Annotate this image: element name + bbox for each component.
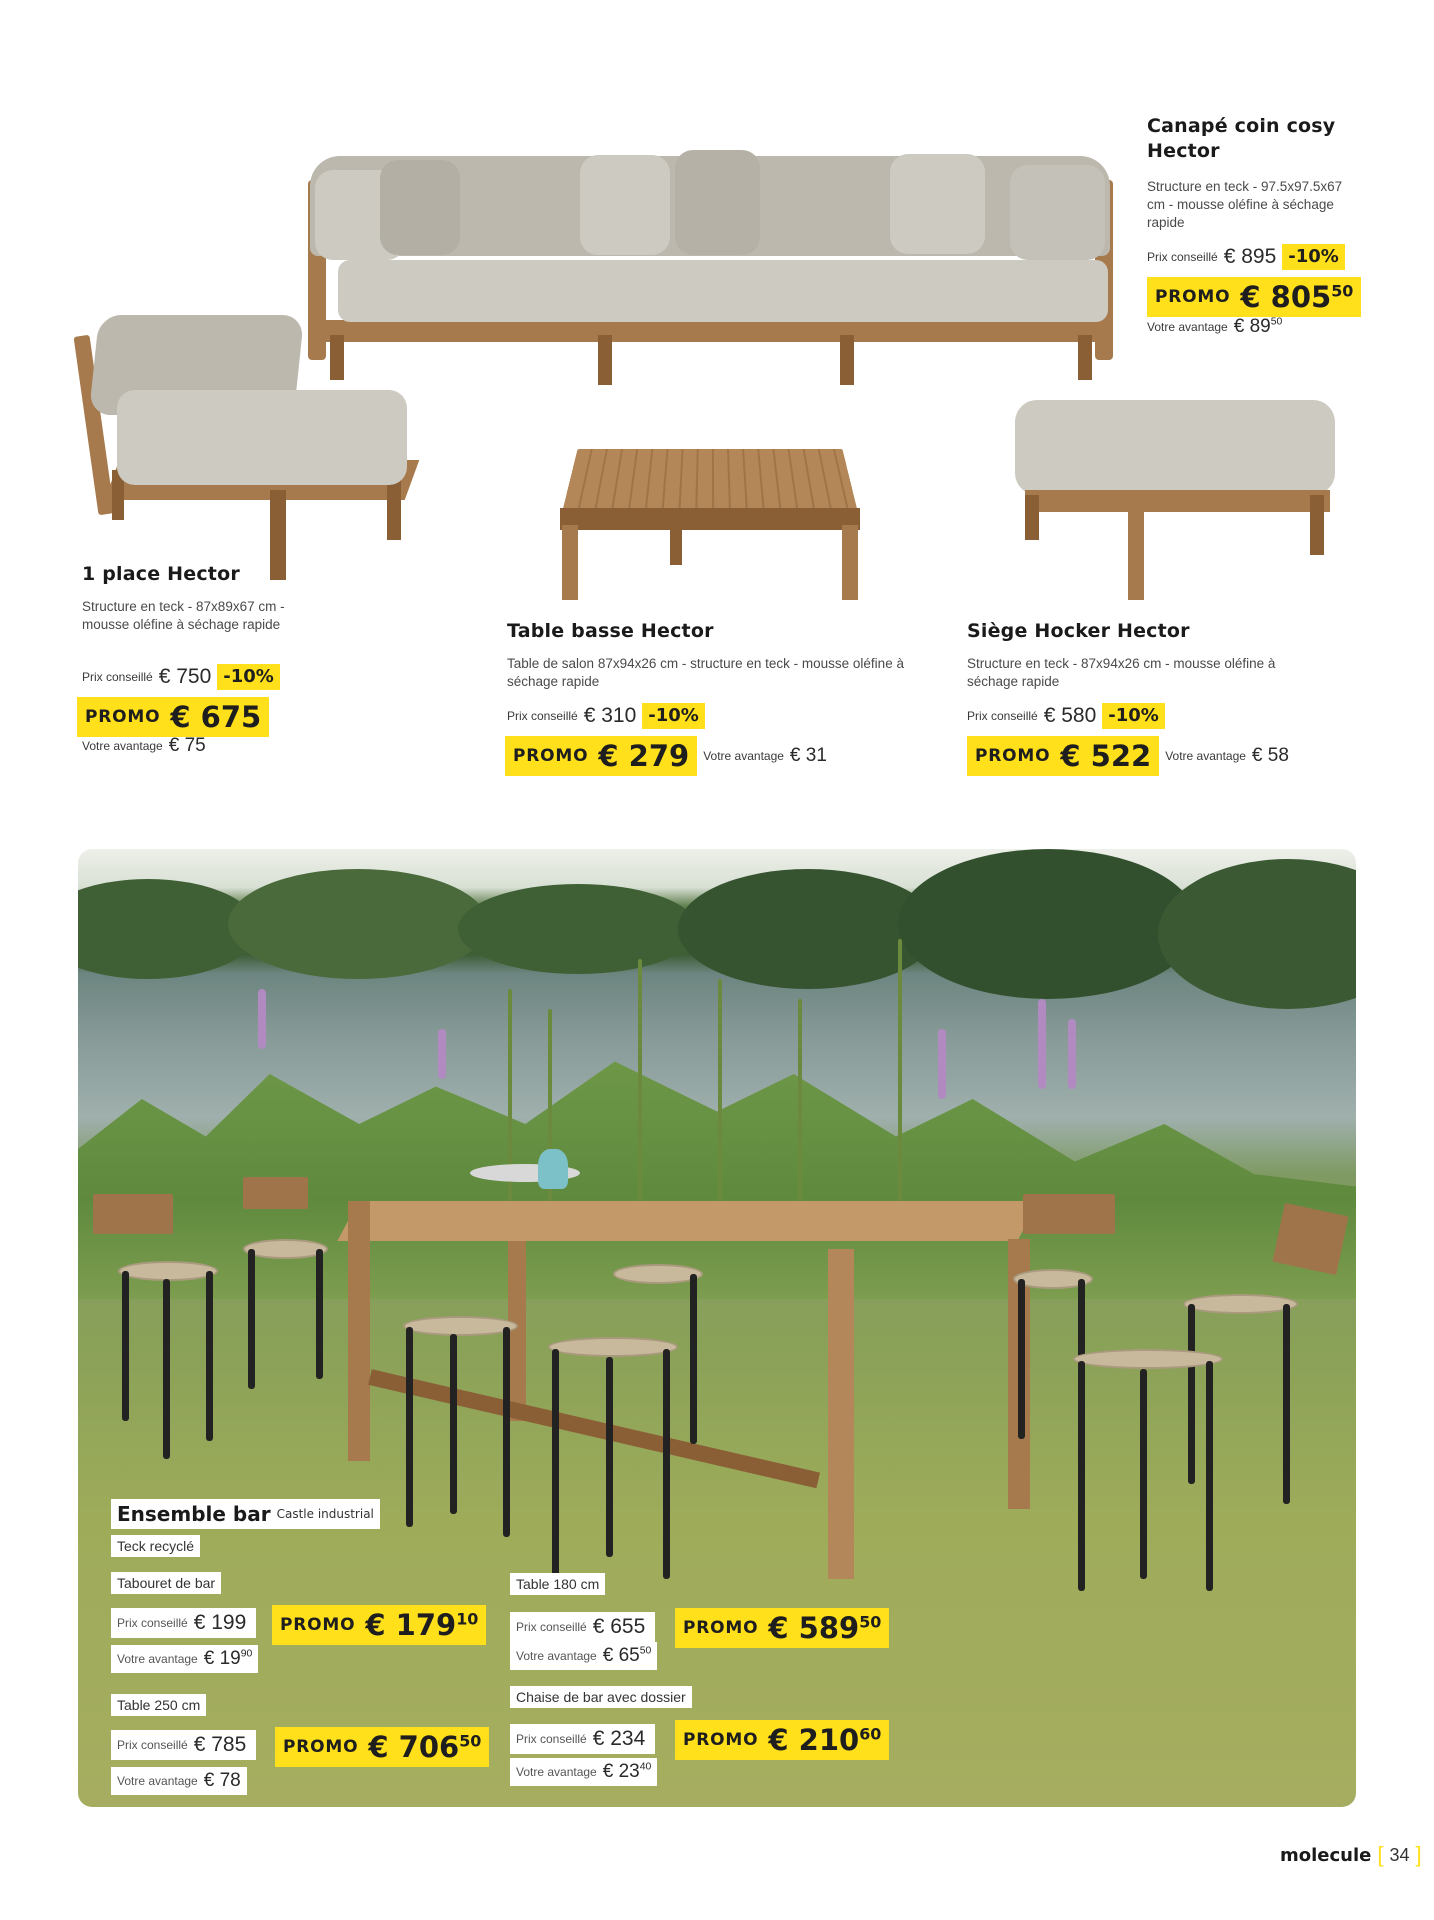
tabouret-prix: € 199 [193, 1611, 247, 1634]
coffee-table-image [560, 440, 860, 605]
canape-price-row [1147, 244, 1345, 270]
une-place-prix-label: Prix conseillé [82, 669, 153, 684]
table180-prix-label: Prix conseillé [516, 1620, 587, 1634]
hocker-promo [967, 736, 1159, 776]
canape-promo [1147, 277, 1361, 317]
canape-discount-badge: -10% [1282, 244, 1345, 270]
bar-title: Ensemble bar [117, 1502, 271, 1526]
hocker-prix-label: Prix conseillé [967, 708, 1038, 723]
canape-avantage-label: Votre avantage [1147, 320, 1228, 334]
tabouret-label: Tabouret de bar [111, 1572, 221, 1594]
table180-prix: € 655 [592, 1615, 646, 1638]
chair-image [82, 310, 422, 585]
table180-avantage-cents: 50 [639, 1645, 652, 1657]
canape-prix-label: Prix conseillé [1147, 249, 1218, 264]
table180-price-tag [510, 1612, 655, 1642]
une-place-price-row [82, 664, 280, 690]
page-number: 34 [1389, 1844, 1410, 1865]
chaise-prix: € 234 [592, 1727, 646, 1750]
canape-description: Structure en teck - 97.5x97.5x67 cm - mousse oléfine à séchage rapide [1147, 179, 1343, 231]
chaise-promo-cents: 60 [859, 1724, 882, 1744]
une-place-promo-price: € 675 [170, 700, 262, 734]
table-basse-promo-label: PROMO [513, 746, 589, 766]
une-place-avantage-row [82, 735, 206, 757]
table180-promo-price: € 589 [768, 1611, 860, 1645]
table-basse-description: Table de salon 87x94x26 cm - structure en teck - mousse oléfine à séchage rapide [507, 656, 904, 690]
table180-avantage-tag [510, 1642, 657, 1670]
table-basse-promo-row [505, 736, 827, 776]
hocker-avantage-label: Votre avantage [1165, 749, 1246, 763]
sofa-image [300, 150, 1125, 390]
canape-promo-price: € 805 [1240, 280, 1332, 314]
canape-promo-cents: 50 [1331, 281, 1354, 301]
table180-avantage-label: Votre avantage [516, 1649, 597, 1663]
chaise-price-tag [510, 1724, 655, 1754]
table250-label: Table 250 cm [111, 1694, 206, 1716]
tabouret-avantage-tag [111, 1645, 258, 1673]
chaise-prix-label: Prix conseillé [516, 1732, 587, 1746]
bracket-close: ] [1415, 1842, 1422, 1867]
table180-promo-label: PROMO [683, 1618, 759, 1638]
page-footer [1280, 1842, 1422, 1868]
chaise-avantage: € 23 [602, 1761, 640, 1782]
table250-prix-label: Prix conseillé [117, 1738, 188, 1752]
une-place-promo [77, 697, 269, 737]
table-basse-promo [505, 736, 697, 776]
bar-set-photo [78, 849, 1356, 1807]
hocker-image [1010, 395, 1340, 605]
hocker-price-row [967, 703, 1165, 729]
une-place-prix: € 750 [158, 664, 212, 688]
une-place-avantage-label: Votre avantage [82, 739, 163, 753]
une-place-avantage: € 75 [168, 735, 206, 756]
table-basse-discount-badge: -10% [642, 703, 705, 729]
hocker-discount-badge: -10% [1102, 703, 1165, 729]
table250-avantage-tag [111, 1767, 247, 1795]
table180-promo [675, 1608, 889, 1648]
canape-title-line1: Canapé coin cosy [1147, 115, 1336, 137]
canape-avantage: € 89 [1233, 316, 1271, 337]
table180-avantage: € 65 [602, 1645, 640, 1666]
table250-prix: € 785 [193, 1733, 247, 1756]
tabouret-avantage-cents: 90 [240, 1648, 253, 1660]
une-place-title: 1 place Hector [82, 563, 240, 585]
hocker-promo-row [967, 736, 1289, 776]
hocker-avantage: € 58 [1251, 745, 1289, 766]
tabouret-promo [272, 1605, 486, 1645]
table250-promo-label: PROMO [283, 1737, 359, 1757]
table250-promo [275, 1727, 489, 1767]
table180-promo-cents: 50 [859, 1612, 882, 1632]
chaise-avantage-tag [510, 1758, 657, 1786]
bracket-open: [ [1377, 1842, 1384, 1867]
chaise-promo-price: € 210 [768, 1723, 860, 1757]
hocker-prix: € 580 [1043, 703, 1097, 727]
table-basse-prix: € 310 [583, 703, 637, 727]
une-place-description: Structure en teck - 87x89x67 cm - mousse oléfine à séchage rapide [82, 599, 285, 633]
table250-promo-price: € 706 [368, 1730, 460, 1764]
chaise-promo [675, 1720, 889, 1760]
brand-name: molecule [1280, 1844, 1372, 1866]
hocker-description: Structure en teck - 87x94x26 cm - mousse oléfine à séchage rapide [967, 656, 1276, 690]
table250-avantage: € 78 [203, 1770, 241, 1791]
canape-promo-label: PROMO [1155, 287, 1231, 307]
canape-title [1147, 114, 1335, 163]
une-place-promo-label: PROMO [85, 707, 161, 727]
table250-promo-cents: 50 [459, 1731, 482, 1751]
table-basse-prix-label: Prix conseillé [507, 708, 578, 723]
tabouret-price-tag [111, 1608, 256, 1638]
chaise-avantage-label: Votre avantage [516, 1765, 597, 1779]
hocker-title: Siège Hocker Hector [967, 620, 1190, 642]
bar-subtitle: Castle industrial [276, 1507, 374, 1521]
chaise-label: Chaise de bar avec dossier [510, 1686, 692, 1708]
table-basse-price-row [507, 703, 705, 729]
table250-avantage-label: Votre avantage [117, 1774, 198, 1788]
tabouret-promo-label: PROMO [280, 1615, 356, 1635]
tabouret-promo-cents: 10 [456, 1609, 479, 1629]
canape-prix: € 895 [1223, 244, 1277, 268]
canape-avantage-row [1147, 316, 1282, 338]
chaise-promo-label: PROMO [683, 1730, 759, 1750]
bar-material: Teck recyclé [111, 1535, 200, 1557]
hocker-promo-label: PROMO [975, 746, 1051, 766]
table-basse-avantage: € 31 [789, 745, 827, 766]
bar-title-tag [111, 1499, 380, 1529]
une-place-discount-badge: -10% [217, 664, 280, 690]
chaise-avantage-cents: 40 [639, 1761, 652, 1773]
table250-price-tag [111, 1730, 256, 1760]
tabouret-promo-price: € 179 [365, 1608, 457, 1642]
table180-label: Table 180 cm [510, 1573, 605, 1595]
canape-avantage-cents: 50 [1270, 316, 1283, 328]
table-basse-title: Table basse Hector [507, 620, 714, 642]
canape-title-line2: Hector [1147, 139, 1220, 162]
tabouret-prix-label: Prix conseillé [117, 1616, 188, 1630]
table-basse-avantage-label: Votre avantage [703, 749, 784, 763]
tabouret-avantage: € 19 [203, 1648, 241, 1669]
hocker-promo-price: € 522 [1060, 739, 1152, 773]
tabouret-avantage-label: Votre avantage [117, 1652, 198, 1666]
table-basse-promo-price: € 279 [598, 739, 690, 773]
